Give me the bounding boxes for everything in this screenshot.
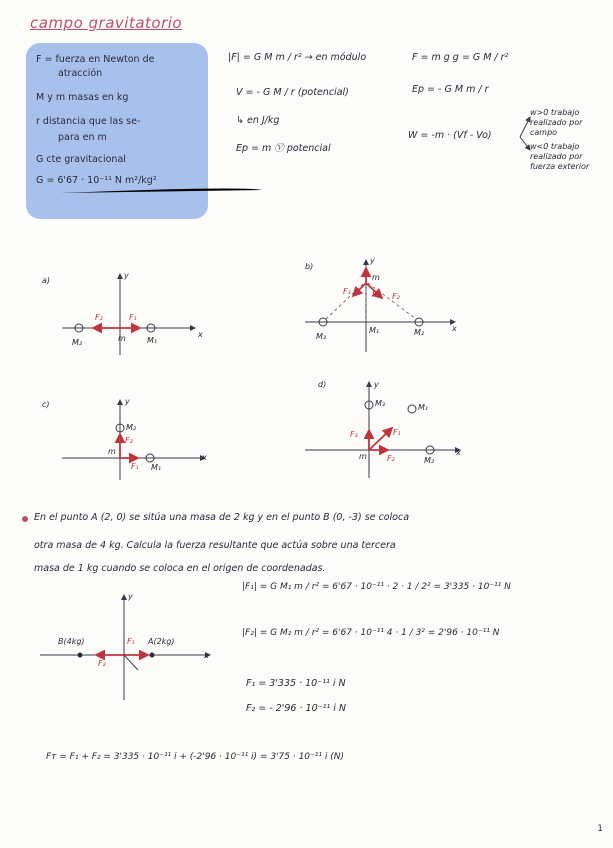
force-F3-label: F₃ (343, 287, 351, 296)
note-line: atracción (58, 68, 103, 79)
axis-x-label: x (452, 324, 457, 333)
force-F1-label: F₁ (131, 462, 139, 471)
force-F2-label: F₂ (125, 436, 133, 445)
work-negative-note: w<0 trabajo realizado por fuerza exterior (530, 142, 590, 171)
calc-F1-modulus: |F₁| = G M₁ m / r² = 6'67 · 10⁻¹¹ · 2 · 1 / 2² = 3'335 · 10⁻¹¹ N (242, 582, 511, 592)
force-F1-label: F₁ (127, 637, 135, 646)
force-F2-label: F₂ (98, 659, 106, 668)
diagram-b (305, 260, 455, 352)
force-F3-label: F₃ (350, 430, 358, 439)
point-A-label: A(2kg) (148, 637, 175, 646)
axis-y-label: y (128, 592, 133, 601)
note-line: M y m masas en kg (36, 92, 129, 103)
note-line: F = fuerza en Newton de (36, 54, 155, 65)
force-F2-label: F₂ (392, 292, 400, 301)
mass-m-label: m (359, 452, 367, 461)
formula-force-modulus: |F| = G M m / r² → en módulo (228, 52, 367, 63)
formula-weight-field: F = m g g = G M / r² (412, 52, 509, 63)
note-line: para en m (58, 132, 107, 143)
page-title: campo gravitatorio (30, 14, 183, 32)
force-F1-label: F₁ (129, 313, 137, 322)
mass-M1-label: M₁ (151, 463, 162, 472)
calc-F2-modulus: |F₂| = G M₂ m / r² = 6'67 · 10⁻¹¹ 4 · 1 / 3² = 2'96 · 10⁻¹¹ N (242, 628, 500, 638)
axis-x-label: x (204, 651, 209, 660)
problem-line: En el punto A (2, 0) se sitúa una masa de 2 kg y en el punto B (0, -3) se coloca (34, 512, 410, 523)
force-F1-label: F₁ (393, 428, 401, 437)
axis-x-label: x (456, 448, 461, 457)
formula-ep-potential: Ep = m Ⓥ potencial (236, 143, 331, 154)
mass-m-label: m (108, 447, 116, 456)
point-B-label: B(4kg) (58, 637, 85, 646)
note-line: r distancia que las se- (36, 116, 141, 127)
force-F2-label: F₂ (387, 454, 395, 463)
mass-M2-label: M₂ (72, 338, 83, 347)
problem-line: otra masa de 4 kg. Calcula la fuerza resultante que actúa sobre una tercera (34, 540, 396, 551)
axis-x-label: x (198, 330, 203, 339)
axis-y-label: y (374, 380, 379, 389)
diagram-d-label: d) (318, 380, 327, 389)
mass-M1-label: M₁ (369, 326, 380, 335)
work-positive-note: w>0 trabajo realizado por campo (530, 108, 583, 137)
note-line: G = 6'67 · 10⁻¹¹ N m²/kg² (36, 175, 157, 186)
axis-y-label: y (124, 271, 129, 280)
formula-potential-energy: Ep = - G M m / r (412, 84, 489, 95)
page-number: 1 (597, 824, 603, 834)
mass-M3-label: M₃ (375, 399, 386, 408)
formula-units: ↳ en J/kg (236, 115, 280, 126)
mass-m-label: m (118, 334, 126, 343)
mass-M2-label: M₂ (424, 456, 435, 465)
mass-M2-label: M₂ (126, 423, 137, 432)
calc-F2-vector: F₂ = - 2'96 · 10⁻¹¹ i N (246, 703, 347, 714)
note-line: G cte gravitacional (36, 154, 126, 165)
resultant-R-label: R (372, 290, 378, 299)
problem-bullet (22, 516, 28, 522)
calc-F1-vector: F₁ = 3'335 · 10⁻¹¹ i N (246, 678, 346, 689)
mass-M2-label: M₂ (414, 328, 425, 337)
problem-diagram (40, 595, 210, 700)
mass-M1-label: M₁ (147, 336, 158, 345)
diagram-a-label: a) (42, 276, 51, 285)
formula-work: W = -m · (Vf - Vo) (408, 130, 492, 141)
mass-M1-label: M₁ (418, 403, 429, 412)
diagram-d (305, 382, 460, 478)
work-positive-arrow (520, 117, 530, 137)
axis-y-label: y (125, 397, 130, 406)
problem-line: masa de 1 kg cuando se coloca en el origen de coordenadas. (34, 563, 326, 574)
mass-m-label: m (372, 273, 380, 282)
force-F2-label: F₂ (95, 313, 103, 322)
formula-potential: V = - G M / r (potencial) (236, 87, 349, 98)
work-negative-arrow (520, 137, 530, 150)
mass-M3-label: M₃ (316, 332, 327, 341)
diagram-c-label: c) (42, 400, 50, 409)
axis-x-label: x (202, 453, 207, 462)
calc-total-force: Fᴛ = F₁ + F₂ = 3'335 · 10⁻¹¹ i + (-2'96 · 10⁻¹¹ i) = 3'75 · 10⁻¹¹ i (N) (46, 752, 344, 762)
diagram-b-label: b) (305, 262, 314, 271)
axis-y-label: y (370, 256, 375, 265)
